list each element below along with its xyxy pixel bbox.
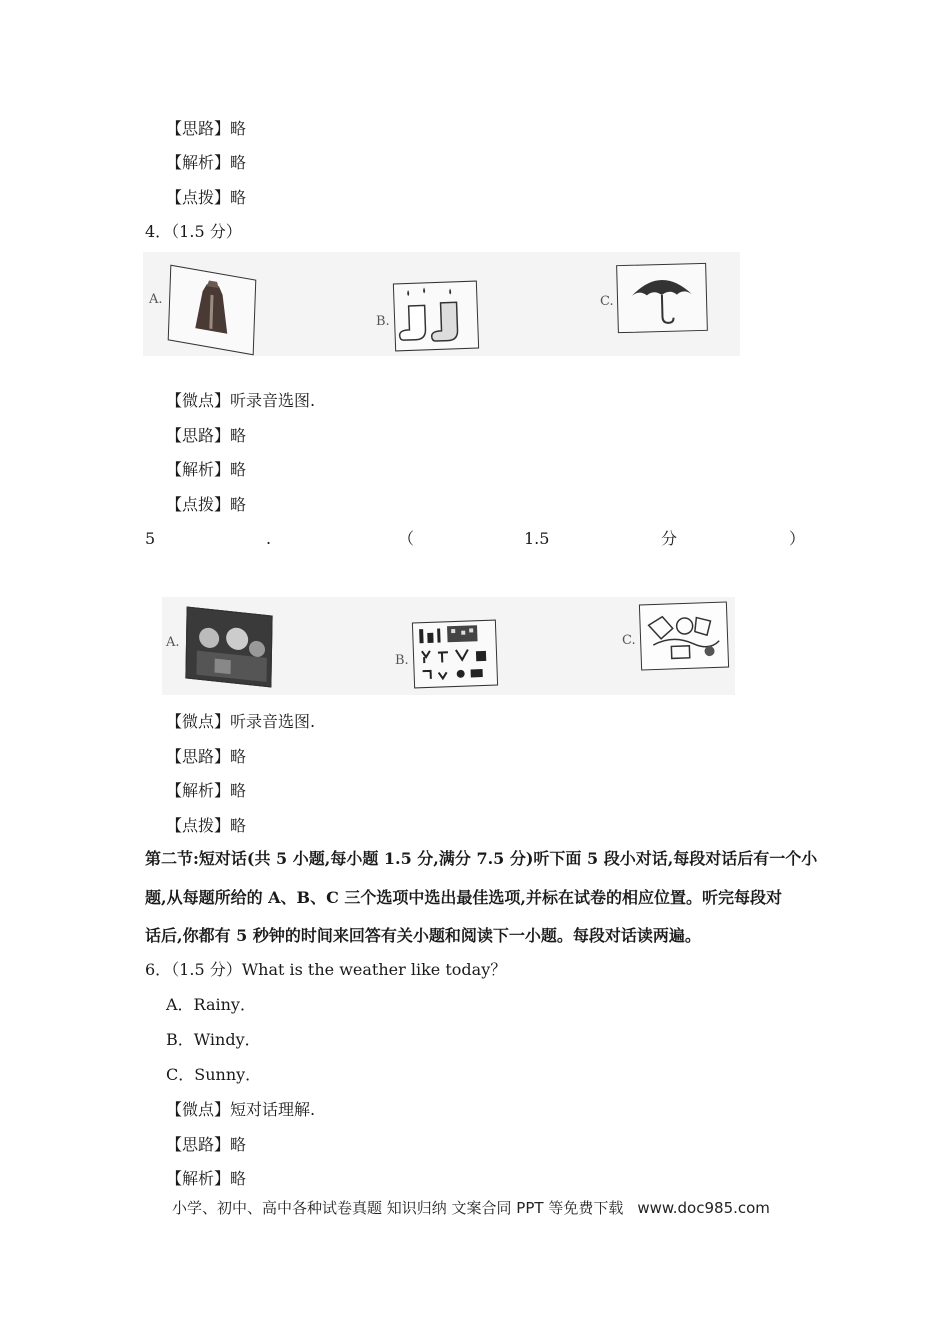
question-5-open-paren: （: [398, 529, 415, 548]
footer-url[interactable]: www.doc985.com: [637, 1199, 770, 1217]
question-4-image-strip: [143, 252, 740, 356]
jiexi-line: 【解析】略: [166, 781, 247, 800]
question-6-title: 6．（1.5 分）What is the weather like today？: [145, 960, 507, 979]
cartoon-scene-icon: [640, 603, 728, 670]
people-photo-icon: [186, 608, 271, 687]
option-a-label: A.: [166, 635, 180, 650]
footer-text: 小学、初中、高中各种试卷真题 知识归纳 文案合同 PPT 等免费下载: [172, 1199, 624, 1217]
option-c-cartoon-picture: [639, 601, 729, 670]
option-c: C．Sunny．: [166, 1065, 262, 1084]
question-5-score: 1.5: [524, 529, 550, 548]
jiexi-line: 【解析】略: [166, 460, 247, 479]
dianbo-line: 【点拨】略: [166, 188, 247, 207]
option-b-label: B.: [376, 314, 390, 329]
question-5-image-strip: [162, 597, 735, 695]
option-c-label: C.: [622, 633, 636, 648]
sports-pictogram-icon: [413, 621, 497, 688]
dianbo-line: 【点拨】略: [166, 816, 247, 835]
section-2-line-3: 话后,你都有 5 秒钟的时间来回答有关小题和阅读下一小题。每段对话读两遍。: [145, 926, 701, 945]
option-a-label: A.: [149, 292, 163, 307]
silu-line: 【思路】略: [166, 119, 247, 138]
silu-line: 【思路】略: [166, 747, 247, 766]
page-footer: [172, 1197, 770, 1218]
option-b-boots-picture: [393, 281, 479, 352]
dianbo-line: 【点拨】略: [166, 495, 247, 514]
option-a: A．Rainy．: [166, 995, 256, 1014]
section-2-line-2: 题,从每题所给的 A、B、C 三个选项中选出最佳选项,并标在试卷的相应位置。听完每段对: [145, 888, 782, 907]
raincoat-icon: [169, 266, 256, 354]
weidian-line: 【微点】短对话理解.: [166, 1100, 316, 1119]
option-c-label: C.: [600, 294, 614, 309]
rain-boots-icon: [394, 282, 478, 351]
option-c-umbrella-picture: [616, 263, 708, 333]
section-2-line-1: 第二节:短对话(共 5 小题,每小题 1.5 分,满分 7.5 分)听下面 5 段小对话,每段对话后有一个小: [145, 849, 818, 868]
jiexi-line: 【解析】略: [166, 153, 247, 172]
option-a-photo-picture: [185, 607, 272, 688]
silu-line: 【思路】略: [166, 1135, 247, 1154]
umbrella-icon: [617, 264, 707, 332]
question-5-close-paren: ）: [789, 529, 806, 548]
silu-line: 【思路】略: [166, 426, 247, 445]
jiexi-line: 【解析】略: [166, 1169, 247, 1188]
option-b: B．Windy．: [166, 1030, 261, 1049]
question-5-dot: .: [266, 529, 272, 548]
question-5-score-unit: 分: [661, 529, 678, 548]
weidian-line: 【微点】听录音选图.: [166, 391, 316, 410]
question-4-title: 4．（1.5 分）: [145, 222, 242, 241]
option-a-raincoat-picture: [168, 265, 257, 356]
option-b-pictogram-picture: [412, 620, 498, 689]
option-b-label: B.: [395, 653, 409, 668]
weidian-line: 【微点】听录音选图.: [166, 712, 316, 731]
question-5-number: 5: [145, 529, 156, 548]
